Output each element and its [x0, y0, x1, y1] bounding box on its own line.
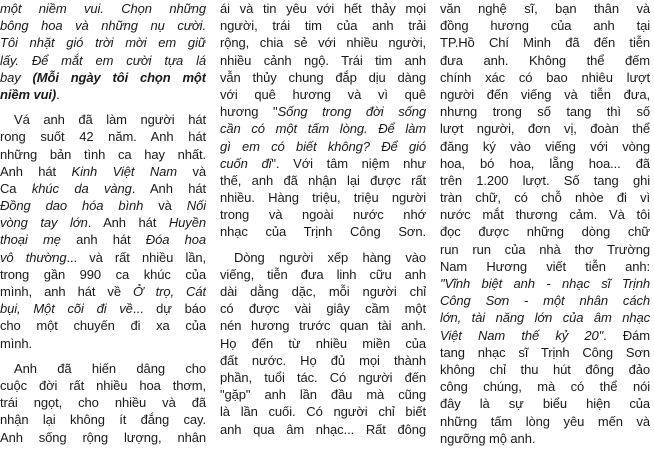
text-line: [220, 386, 426, 403]
text-span: lớn, tài năng lớn của âm nhạc: [440, 310, 650, 326]
text-line: [220, 0, 426, 17]
text-span: phần, tuổi tác. Có người đến: [220, 369, 426, 385]
text-line: [440, 275, 650, 292]
text-line: [220, 34, 426, 51]
text-span: bụi, Một cõi đi về: [0, 301, 133, 317]
text-span: TP.Hồ Chí Minh đã đến tiễn: [440, 35, 650, 51]
text-span: ngưỡng mộ anh.: [440, 430, 536, 446]
text-span: vòng tay lớn: [0, 215, 88, 231]
text-span: và: [177, 163, 206, 179]
text-span: . Anh hát: [131, 180, 206, 196]
paragraph-gap: [220, 241, 426, 249]
text-line: [0, 146, 206, 163]
text-span: Anh sống rộng lượng, nhân: [0, 429, 206, 445]
text-line: [440, 206, 650, 223]
text-span: . Anh hát: [87, 215, 169, 231]
text-span: nhiều cảnh ngộ. Trái tim anh: [220, 52, 426, 68]
text-line: [0, 69, 206, 86]
text-line: [220, 52, 426, 69]
text-line: [220, 103, 426, 120]
text-span: gì em có biết không? Để gió: [220, 138, 426, 154]
text-line: [220, 223, 426, 240]
text-span: đưa anh. Không thể đếm: [440, 52, 650, 68]
text-span: Công Sơn - một nhân cách: [440, 293, 650, 309]
text-span: nén hương trước quan tài anh.: [220, 318, 426, 334]
text-line: [220, 300, 426, 317]
text-span: hoa, bó hoa, lẵng hoa... đã: [440, 155, 650, 171]
text-line: [0, 429, 206, 446]
text-span: người, trái tim của anh trải: [220, 18, 426, 34]
text-line: [440, 241, 650, 258]
text-span: trái ngọt, cho nhiều và đã: [0, 395, 206, 411]
text-span: những tấm lòng yêu mến và: [440, 413, 650, 429]
text-line: [0, 214, 206, 231]
text-span: là lần cuối. Có người chỉ biết: [220, 404, 426, 420]
text-span: anh qua âm nhạc... Rất đông: [220, 421, 426, 437]
text-span: cho một chuyến đi xa của: [0, 318, 206, 334]
text-line: [440, 309, 650, 326]
text-span: Anh hát: [0, 163, 72, 179]
text-line: [220, 266, 426, 283]
text-span: ái và tin yêu với hết thảy mọi: [220, 1, 426, 16]
text-column-1: [0, 0, 206, 446]
text-line: [220, 120, 426, 137]
text-line: [440, 52, 650, 69]
text-span: và: [143, 198, 187, 214]
text-line: [440, 361, 650, 378]
text-span: cuốn đi: [220, 155, 272, 171]
text-line: [440, 292, 650, 309]
text-span: .: [56, 86, 60, 102]
text-span: thoại mẹ: [0, 232, 61, 248]
text-span: ". Với tâm niệm như: [271, 155, 426, 171]
text-line: [440, 189, 650, 206]
text-span: đất nước. Họ đủ mọi thành: [220, 352, 426, 368]
text-span: trong và ngoài nước nhớ: [220, 207, 426, 223]
text-line: [220, 421, 426, 438]
text-line: [0, 17, 206, 34]
text-line: [0, 86, 206, 103]
text-column-3: [440, 0, 650, 447]
text-line: [440, 0, 650, 17]
text-span: bay: [0, 69, 33, 85]
text-line: [0, 0, 206, 17]
text-line: [220, 69, 426, 86]
text-line: [440, 430, 650, 447]
text-span: . Đám: [603, 327, 650, 343]
text-line: [220, 138, 426, 155]
text-line: [440, 69, 650, 86]
text-span: chính xác có bao nhiêu lượt: [440, 69, 650, 85]
text-line: [0, 231, 206, 248]
text-line: [440, 17, 650, 34]
text-span: "Vĩnh biệt anh - nhạc sĩ Trịnh: [440, 276, 650, 291]
text-span: với quê hương và vì quê: [220, 86, 426, 102]
text-span: đọc được những dòng chữ: [440, 224, 650, 240]
text-column-2: [220, 0, 426, 438]
text-span: thế, anh đã nhận lại được rất: [220, 172, 426, 188]
text-line: [220, 155, 426, 172]
text-line: [0, 266, 206, 283]
text-span: Dòng người xếp hàng vào: [234, 249, 426, 265]
text-span: Nam Hương viết tiễn anh:: [440, 258, 650, 274]
text-line: [440, 120, 650, 137]
text-span: Kinh Việt Nam: [71, 163, 177, 179]
text-span: (Mỗi ngày tôi chọn một: [32, 69, 206, 85]
text-span: rong suốt 42 năm. Anh hát: [0, 129, 206, 145]
text-span: Đồng dao hóa bình: [0, 198, 144, 214]
paragraph-gap: [0, 103, 206, 111]
text-line: [220, 335, 426, 352]
text-line: [440, 344, 650, 361]
text-line: [440, 258, 650, 275]
text-span: ... dự báo: [132, 301, 206, 317]
paragraph-gap: [0, 352, 206, 360]
text-span: công chúng, mà có thể nói: [440, 379, 650, 395]
text-line: [220, 369, 426, 386]
text-span: Đóa hoa: [145, 232, 206, 248]
text-span: viếng, tiễn đưa linh cữu anh: [220, 266, 426, 282]
text-span: có được vài giây cầm một: [220, 301, 426, 317]
text-span: văn nghệ sĩ, bạn thân và: [440, 1, 650, 16]
text-line: [440, 172, 650, 189]
text-span: Anh đã hiến dâng cho: [14, 360, 206, 376]
text-span: Ở trọ, Cát: [133, 284, 206, 299]
text-line: [220, 249, 426, 266]
text-span: nước mắt thương cảm. Và tôi: [440, 207, 650, 223]
text-line: [440, 138, 650, 155]
text-line: [0, 360, 206, 377]
text-line: [440, 34, 650, 51]
text-span: một niềm vui. Chọn những: [0, 1, 206, 16]
text-span: lấy. Để mắt em cười tựa lá: [0, 52, 206, 68]
text-line: [0, 180, 206, 197]
text-line: [0, 317, 206, 334]
text-line: [440, 223, 650, 240]
text-span: Ca: [0, 180, 32, 196]
text-line: [220, 283, 426, 300]
text-span: bông hoa và những nụ cười.: [0, 18, 206, 34]
text-line: [0, 34, 206, 51]
text-line: [0, 197, 206, 214]
text-span: ... và rất nhiều lần,: [66, 249, 206, 265]
text-line: [440, 103, 650, 120]
text-span: anh hát: [60, 232, 146, 248]
text-line: [0, 249, 206, 266]
text-line: [220, 317, 426, 334]
text-span: khúc da vàng: [31, 180, 132, 196]
text-span: mình.: [0, 335, 33, 351]
text-span: nhưng trong số tang thì số: [440, 104, 650, 120]
text-line: [440, 378, 650, 395]
text-span: nhiều. Hàng triệu, triệu người: [220, 190, 426, 206]
text-span: vô thường: [0, 249, 67, 265]
text-line: [0, 52, 206, 69]
text-line: [220, 172, 426, 189]
text-line: [220, 86, 426, 103]
text-span: dài dằng dặc, mỗi người chỉ: [220, 284, 426, 299]
text-line: [440, 155, 650, 172]
text-line: [0, 111, 206, 128]
text-span: trong gần 990 ca khúc của: [0, 266, 206, 282]
text-span: người đến viếng và tiễn đưa,: [440, 86, 650, 102]
text-span: mình, anh hát về: [0, 284, 134, 299]
text-span: không chỉ thu hút đông đảo: [440, 361, 650, 377]
text-span: đây là sự biểu hiện của: [440, 396, 650, 412]
text-span: cuộc đời rất nhiều hoa thơm,: [0, 377, 206, 393]
text-line: [220, 352, 426, 369]
text-span: Nối: [186, 198, 206, 214]
text-span: nhận lại không ít đắng cay.: [0, 412, 206, 428]
text-span: vẫn thủy chung đắp dịu dàng: [220, 69, 426, 85]
text-span: hương ": [220, 104, 278, 120]
text-span: run run của nhà thơ Trường: [440, 241, 650, 257]
text-line: [220, 17, 426, 34]
text-line: [0, 163, 206, 180]
text-span: Vá anh đã làm người hát: [14, 112, 206, 128]
text-line: [0, 377, 206, 394]
text-span: đồng hương của anh tại: [440, 18, 650, 34]
text-line: [220, 206, 426, 223]
text-span: trên 1.200 lượt. Số tang ghi: [440, 172, 650, 188]
text-line: [220, 403, 426, 420]
text-line: [0, 128, 206, 145]
text-line: [0, 300, 206, 317]
text-span: cần có một tấm lòng. Để làm: [220, 121, 426, 137]
text-span: Họ đến từ nhiều miền của: [220, 335, 426, 351]
text-line: [440, 395, 650, 412]
text-span: Tôi nhặt gió trời mời em giữ: [0, 35, 206, 51]
text-line: [0, 394, 206, 411]
text-line: [0, 411, 206, 428]
text-span: niềm vui): [0, 86, 57, 102]
text-span: lượt người, đơn vị, đoàn thể: [440, 121, 650, 137]
text-line: [440, 413, 650, 430]
text-line: [220, 189, 426, 206]
text-span: tràn chữ, có chỗ nhòe đi vì: [440, 190, 650, 206]
text-span: "gặp" anh lần đầu mà cũng: [220, 387, 426, 403]
text-line: [0, 335, 206, 352]
text-span: nhạc của Trịnh Công Sơn.: [220, 224, 426, 240]
text-span: đăng ký vào viếng với vòng: [440, 138, 650, 154]
text-span: những bản tình ca hay nhất.: [0, 146, 206, 162]
text-span: tang nhạc sĩ Trịnh Công Sơn: [440, 344, 650, 360]
text-span: rộng, chia sẻ với nhiều người,: [220, 35, 426, 51]
text-line: [0, 283, 206, 300]
text-line: [440, 86, 650, 103]
text-span: Việt Nam thế kỷ 20": [440, 327, 604, 343]
text-span: Huyền: [168, 215, 206, 231]
text-line: [440, 327, 650, 344]
text-span: Sống trong đời sống: [277, 104, 426, 120]
